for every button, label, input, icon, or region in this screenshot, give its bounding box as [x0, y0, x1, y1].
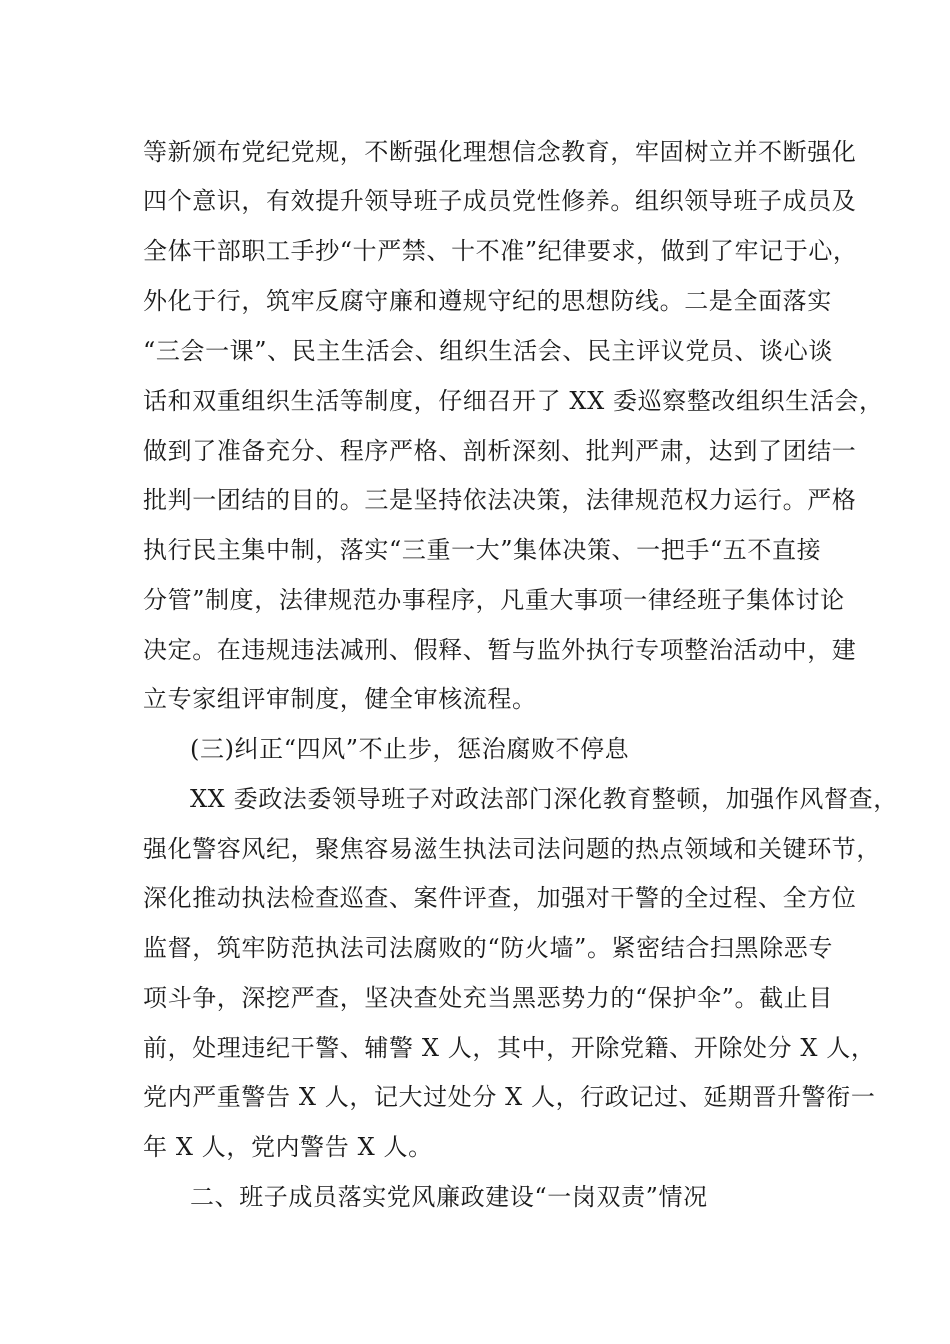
text-line: 监督，筑牢防范执法司法腐败的“防火墙”。紧密结合扫黑除恶专	[143, 934, 833, 962]
text-line: “三会一课”、民主生活会、组织生活会、民主评议党员、谈心谈	[143, 337, 833, 365]
text-line: 执行民主集中制，落实“三重一大”集体决策、一把手“五不直接	[143, 536, 822, 564]
text-line: 外化于行，筑牢反腐守廉和遵规守纪的思想防线。二是全面落实	[143, 287, 832, 315]
text-line: XX 委政法委领导班子对政法部门深化教育整顿，加强作风督查，	[190, 785, 898, 813]
text-line: 全体干部职工手抄“十严禁、十不准”纪律要求，做到了牢记于心，	[143, 237, 858, 265]
text-line: 等新颁布党纪党规，不断强化理想信念教育，牢固树立并不断强化	[143, 138, 857, 166]
text-line: 年 X 人，党内警告 X 人。	[143, 1133, 433, 1161]
text-line: 决定。在违规违法减刑、假释、暂与监外执行专项整治活动中，建	[143, 636, 857, 664]
text-line: 项斗争，深挖严查，坚决查处充当黑恶势力的“保护伞”。截止目	[143, 984, 833, 1012]
text-line: 四个意识，有效提升领导班子成员党性修养。组织领导班子成员及	[143, 187, 857, 215]
section-heading: 二、班子成员落实党风廉政建设“一岗双责”情况	[190, 1183, 708, 1211]
text-line: 强化警容风纪，聚焦容易滋生执法司法问题的热点领域和关键环节，	[143, 835, 881, 863]
text-line: 深化推动执法检查巡查、案件评查，加强对干警的全过程、全方位	[143, 884, 857, 912]
text-line: 前，处理违纪干警、辅警 X 人，其中，开除党籍、开除处分 X 人，	[143, 1034, 876, 1062]
text-line: 分管”制度，法律规范办事程序，凡重大事项一律经班子集体讨论	[143, 586, 845, 614]
text-line: 立专家组评审制度，健全审核流程。	[143, 685, 537, 713]
section-heading: (三)纠正“四风”不止步，惩治腐败不停息	[190, 735, 630, 763]
text-line: 党内严重警告 X 人，记大过处分 X 人，行政记过、延期晋升警衔一	[143, 1083, 876, 1111]
text-line: 批判一团结的目的。三是坚持依法决策，法律规范权力运行。严格	[143, 486, 857, 514]
text-line: 话和双重组织生活等制度，仔细召开了 XX 委巡察整改组织生活会，	[143, 387, 884, 415]
text-line: 做到了准备充分、程序严格、剖析深刻、批判严肃，达到了团结一	[143, 437, 857, 465]
